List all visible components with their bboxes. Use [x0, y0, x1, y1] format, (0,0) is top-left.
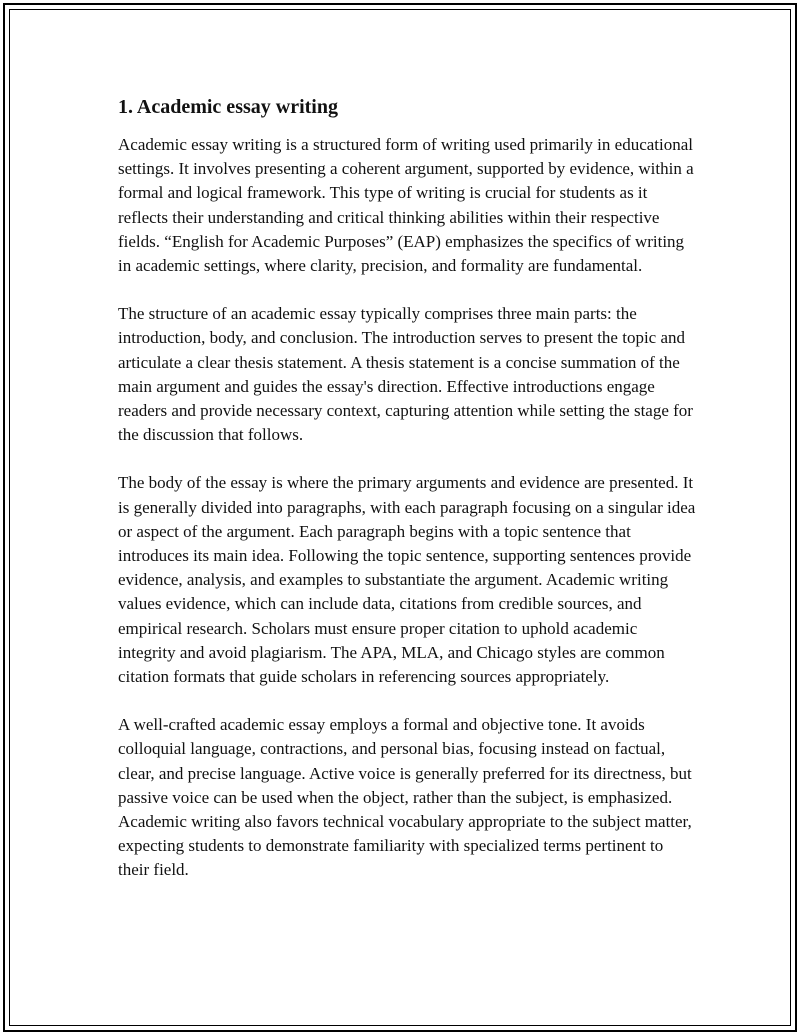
paragraph-body: The body of the essay is where the primary arguments and evidence are presented. It is generally divided into paragraphs, with each paragraph focusing on a singular idea or aspect of the argument. Each paragraph begins with a topic sentence that introduces its main idea. Following the topic sentence, supporting sentences provide evidence, analysis, and examples to substantiate the argument. Academic writing values evidence, which can include data, citations from credible sources, and empirical research. Scholars must ensure proper citation to uphold academic integrity and avoid plagiarism. The APA, MLA, and Chicago styles are common citation formats that guide scholars in referencing sources appropriately.: [118, 473, 696, 687]
paragraph-tone: A well-crafted academic essay employs a formal and objective tone. It avoids colloquial language, contractions, and personal bias, focusing instead on factual, clear, and precise language. Active voice is generally preferred for its directness, but passive voice can be used when the object, rather than the subject, is emphasized. Academic writing also favors technical vocabulary appropriate to the subject matter, expecting students to demonstrate familiarity with specialized terms pertinent to their field.: [118, 715, 692, 880]
paragraph-intro: Academic essay writing is a structured form of writing used primarily in educational settings. It involves presenting a coherent argument, supported by evidence, within a formal and logical framework. This type of writing is crucial for students as it reflects their understanding and critical thinking abilities within their respective fields. “English for Academic Purposes” (EAP) emphasizes the specifics of writing in academic settings, where clarity, precision, and formality are fundamental.: [118, 135, 694, 276]
section-heading: 1. Academic essay writing: [118, 96, 338, 118]
document-content: [118, 94, 698, 883]
paragraph-structure: The structure of an academic essay typically comprises three main parts: the introduction, body, and conclusion. The introduction serves to present the topic and articulate a clear thesis statement. A thesis statement is a concise summation of the main argument and guides the essay's direction. Effective introductions engage readers and provide necessary context, capturing attention while setting the stage for the discussion that follows.: [118, 304, 693, 445]
